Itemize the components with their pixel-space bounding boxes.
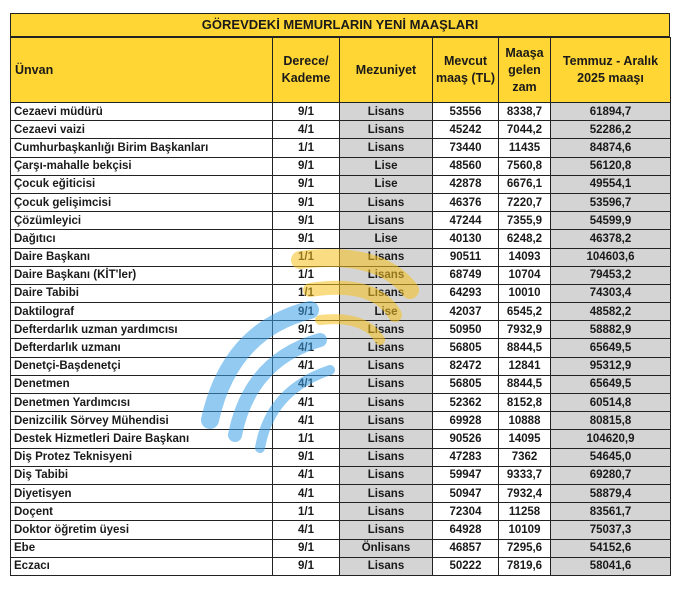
cell-mevcut-maas: 40130 (433, 230, 499, 248)
cell-zam: 6248,2 (499, 230, 551, 248)
cell-zam: 7220,7 (499, 193, 551, 211)
cell-unvan: Daire Başkanı (11, 248, 273, 266)
cell-mezuniyet: Lisans (340, 193, 433, 211)
cell-zam: 7932,4 (499, 484, 551, 502)
table-row (11, 339, 671, 357)
cell-mezuniyet: Lisans (340, 139, 433, 157)
cell-zam: 8844,5 (499, 375, 551, 393)
cell-yeni-maas: 74303,4 (551, 284, 671, 302)
cell-mezuniyet: Lisans (340, 266, 433, 284)
cell-mevcut-maas: 64293 (433, 284, 499, 302)
cell-yeni-maas: 83561,7 (551, 503, 671, 521)
table-row (11, 157, 671, 175)
cell-mevcut-maas: 46857 (433, 539, 499, 557)
cell-yeni-maas: 80815,8 (551, 412, 671, 430)
cell-derece-kademe: 9/1 (273, 193, 340, 211)
cell-unvan: Daire Tabibi (11, 284, 273, 302)
cell-mezuniyet: Lisans (340, 103, 433, 121)
cell-derece-kademe: 1/1 (273, 248, 340, 266)
cell-mezuniyet: Lisans (340, 321, 433, 339)
table-row (11, 484, 671, 502)
cell-mevcut-maas: 59947 (433, 466, 499, 484)
cell-unvan: Doktor öğretim üyesi (11, 521, 273, 539)
cell-derece-kademe: 4/1 (273, 375, 340, 393)
table-row (11, 357, 671, 375)
cell-yeni-maas: 104620,9 (551, 430, 671, 448)
cell-derece-kademe: 4/1 (273, 394, 340, 412)
cell-mezuniyet: Lisans (340, 212, 433, 230)
cell-yeni-maas: 49554,1 (551, 175, 671, 193)
cell-zam: 7044,2 (499, 121, 551, 139)
cell-yeni-maas: 56120,8 (551, 157, 671, 175)
header-mezuniyet: Mezuniyet (340, 38, 433, 103)
cell-derece-kademe: 4/1 (273, 121, 340, 139)
cell-zam: 7362 (499, 448, 551, 466)
cell-derece-kademe: 1/1 (273, 266, 340, 284)
cell-yeni-maas: 69280,7 (551, 466, 671, 484)
cell-yeni-maas: 58041,6 (551, 557, 671, 575)
cell-zam: 7932,9 (499, 321, 551, 339)
table-row (11, 303, 671, 321)
cell-yeni-maas: 75037,3 (551, 521, 671, 539)
table-row (11, 139, 671, 157)
cell-unvan: Diyetisyen (11, 484, 273, 502)
cell-derece-kademe: 1/1 (273, 284, 340, 302)
cell-yeni-maas: 48582,2 (551, 303, 671, 321)
cell-mevcut-maas: 50222 (433, 557, 499, 575)
cell-derece-kademe: 9/1 (273, 212, 340, 230)
cell-mevcut-maas: 64928 (433, 521, 499, 539)
cell-derece-kademe: 4/1 (273, 484, 340, 502)
cell-zam: 6676,1 (499, 175, 551, 193)
cell-mezuniyet: Lisans (340, 284, 433, 302)
cell-mevcut-maas: 42037 (433, 303, 499, 321)
cell-mevcut-maas: 50947 (433, 484, 499, 502)
cell-derece-kademe: 4/1 (273, 357, 340, 375)
cell-mezuniyet: Lisans (340, 466, 433, 484)
cell-zam: 10010 (499, 284, 551, 302)
cell-mevcut-maas: 73440 (433, 139, 499, 157)
cell-yeni-maas: 58879,4 (551, 484, 671, 502)
cell-zam: 8152,8 (499, 394, 551, 412)
cell-mevcut-maas: 90511 (433, 248, 499, 266)
cell-mezuniyet: Lisans (340, 357, 433, 375)
cell-derece-kademe: 9/1 (273, 157, 340, 175)
table-row (11, 394, 671, 412)
cell-yeni-maas: 53596,7 (551, 193, 671, 211)
cell-mevcut-maas: 50950 (433, 321, 499, 339)
cell-mevcut-maas: 72304 (433, 503, 499, 521)
cell-mezuniyet: Lisans (340, 484, 433, 502)
table-row (11, 248, 671, 266)
table-row (11, 230, 671, 248)
cell-mezuniyet: Önlisans (340, 539, 433, 557)
header-temmuz-aralik-maasi: Temmuz - Aralık 2025 maaşı (551, 38, 671, 103)
cell-unvan: Cumhurbaşkanlığı Birim Başkanları (11, 139, 273, 157)
cell-mevcut-maas: 47283 (433, 448, 499, 466)
cell-mevcut-maas: 69928 (433, 412, 499, 430)
cell-mevcut-maas: 56805 (433, 339, 499, 357)
header-derece-kademe: Derece/ Kademe (273, 38, 340, 103)
table-row (11, 284, 671, 302)
cell-derece-kademe: 9/1 (273, 175, 340, 193)
cell-zam: 10109 (499, 521, 551, 539)
cell-yeni-maas: 54152,6 (551, 539, 671, 557)
cell-derece-kademe: 9/1 (273, 448, 340, 466)
cell-derece-kademe: 4/1 (273, 412, 340, 430)
cell-zam: 11258 (499, 503, 551, 521)
cell-mezuniyet: Lise (340, 303, 433, 321)
cell-unvan: Diş Protez Teknisyeni (11, 448, 273, 466)
cell-mevcut-maas: 53556 (433, 103, 499, 121)
table-row (11, 539, 671, 557)
cell-unvan: Ebe (11, 539, 273, 557)
cell-zam: 7560,8 (499, 157, 551, 175)
cell-mezuniyet: Lisans (340, 121, 433, 139)
cell-zam: 10704 (499, 266, 551, 284)
cell-mezuniyet: Lisans (340, 503, 433, 521)
cell-unvan: Denetçi-Başdenetçi (11, 357, 273, 375)
table-row (11, 121, 671, 139)
cell-mevcut-maas: 68749 (433, 266, 499, 284)
cell-mezuniyet: Lisans (340, 248, 433, 266)
table-header-row (11, 38, 671, 103)
cell-derece-kademe: 9/1 (273, 303, 340, 321)
cell-derece-kademe: 1/1 (273, 430, 340, 448)
cell-mevcut-maas: 42878 (433, 175, 499, 193)
cell-unvan: Dağıtıcı (11, 230, 273, 248)
table-row (11, 430, 671, 448)
cell-mezuniyet: Lisans (340, 339, 433, 357)
cell-yeni-maas: 60514,8 (551, 394, 671, 412)
salary-table (10, 37, 671, 576)
cell-unvan: Denetmen Yardımcısı (11, 394, 273, 412)
table-row (11, 466, 671, 484)
cell-unvan: Çarşı-mahalle bekçisi (11, 157, 273, 175)
header-mevcut-maas: Mevcut maaş (TL) (433, 38, 499, 103)
table-row (11, 193, 671, 211)
header-maasa-gelen-zam: Maaşa gelen zam (499, 38, 551, 103)
cell-zam: 11435 (499, 139, 551, 157)
cell-mezuniyet: Lise (340, 175, 433, 193)
cell-unvan: Defterdarlık uzman yardımcısı (11, 321, 273, 339)
cell-mezuniyet: Lisans (340, 430, 433, 448)
cell-unvan: Defterdarlık uzmanı (11, 339, 273, 357)
cell-zam: 8338,7 (499, 103, 551, 121)
cell-yeni-maas: 54645,0 (551, 448, 671, 466)
cell-zam: 10888 (499, 412, 551, 430)
table-row (11, 175, 671, 193)
cell-mezuniyet: Lisans (340, 375, 433, 393)
table-row (11, 212, 671, 230)
cell-yeni-maas: 79453,2 (551, 266, 671, 284)
cell-yeni-maas: 84874,6 (551, 139, 671, 157)
cell-yeni-maas: 104603,6 (551, 248, 671, 266)
cell-mevcut-maas: 82472 (433, 357, 499, 375)
cell-unvan: Cezaevi vaizi (11, 121, 273, 139)
cell-yeni-maas: 46378,2 (551, 230, 671, 248)
cell-mevcut-maas: 90526 (433, 430, 499, 448)
table-row (11, 448, 671, 466)
cell-zam: 9333,7 (499, 466, 551, 484)
cell-yeni-maas: 65649,5 (551, 375, 671, 393)
cell-mevcut-maas: 56805 (433, 375, 499, 393)
cell-mevcut-maas: 48560 (433, 157, 499, 175)
cell-derece-kademe: 1/1 (273, 503, 340, 521)
cell-yeni-maas: 52286,2 (551, 121, 671, 139)
cell-unvan: Cezaevi müdürü (11, 103, 273, 121)
cell-unvan: Daire Başkanı (KİT'ler) (11, 266, 273, 284)
table-body (11, 103, 671, 576)
cell-derece-kademe: 1/1 (273, 139, 340, 157)
cell-unvan: Doçent (11, 503, 273, 521)
cell-zam: 7295,6 (499, 539, 551, 557)
table-title: GÖREVDEKİ MEMURLARIN YENİ MAAŞLARI (10, 13, 670, 37)
table-row (11, 103, 671, 121)
table-row (11, 557, 671, 575)
cell-unvan: Denizcilik Sörvey Mühendisi (11, 412, 273, 430)
cell-derece-kademe: 9/1 (273, 557, 340, 575)
table-row (11, 503, 671, 521)
header-unvan: Ünvan (11, 38, 273, 103)
cell-mevcut-maas: 47244 (433, 212, 499, 230)
cell-yeni-maas: 61894,7 (551, 103, 671, 121)
table-row (11, 412, 671, 430)
cell-mevcut-maas: 45242 (433, 121, 499, 139)
cell-derece-kademe: 9/1 (273, 539, 340, 557)
cell-yeni-maas: 65649,5 (551, 339, 671, 357)
cell-derece-kademe: 4/1 (273, 466, 340, 484)
cell-unvan: Diş Tabibi (11, 466, 273, 484)
cell-yeni-maas: 58882,9 (551, 321, 671, 339)
cell-derece-kademe: 4/1 (273, 521, 340, 539)
cell-derece-kademe: 9/1 (273, 103, 340, 121)
cell-zam: 7819,6 (499, 557, 551, 575)
cell-derece-kademe: 9/1 (273, 230, 340, 248)
cell-zam: 14093 (499, 248, 551, 266)
cell-zam: 14095 (499, 430, 551, 448)
cell-zam: 6545,2 (499, 303, 551, 321)
cell-unvan: Denetmen (11, 375, 273, 393)
cell-yeni-maas: 95312,9 (551, 357, 671, 375)
cell-mezuniyet: Lise (340, 230, 433, 248)
cell-zam: 7355,9 (499, 212, 551, 230)
cell-mevcut-maas: 46376 (433, 193, 499, 211)
cell-unvan: Eczacı (11, 557, 273, 575)
cell-mevcut-maas: 52362 (433, 394, 499, 412)
table-row (11, 375, 671, 393)
cell-mezuniyet: Lisans (340, 412, 433, 430)
cell-unvan: Çözümleyici (11, 212, 273, 230)
cell-mezuniyet: Lisans (340, 521, 433, 539)
cell-mezuniyet: Lisans (340, 557, 433, 575)
cell-unvan: Çocuk gelişimcisi (11, 193, 273, 211)
cell-mezuniyet: Lise (340, 157, 433, 175)
table-row (11, 266, 671, 284)
cell-unvan: Destek Hizmetleri Daire Başkanı (11, 430, 273, 448)
table-row (11, 521, 671, 539)
cell-derece-kademe: 4/1 (273, 339, 340, 357)
salary-table-sheet (10, 13, 670, 576)
cell-yeni-maas: 54599,9 (551, 212, 671, 230)
cell-zam: 8844,5 (499, 339, 551, 357)
cell-zam: 12841 (499, 357, 551, 375)
cell-mezuniyet: Lisans (340, 394, 433, 412)
cell-unvan: Çocuk eğiticisi (11, 175, 273, 193)
cell-mezuniyet: Lisans (340, 448, 433, 466)
table-row (11, 321, 671, 339)
cell-derece-kademe: 9/1 (273, 321, 340, 339)
cell-unvan: Daktilograf (11, 303, 273, 321)
